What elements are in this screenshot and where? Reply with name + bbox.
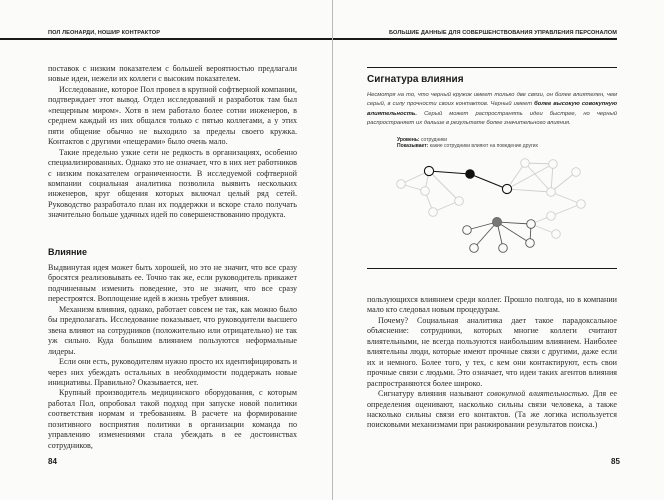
- body-text-top: [48, 64, 297, 221]
- legend-value: сотрудники: [419, 137, 447, 143]
- legend-label: Показывает:: [397, 143, 429, 150]
- legend-label: Уровень:: [397, 137, 420, 143]
- paragraph: Такие предельно узкие сети не редкость в организациях, особенно специализированных. Однако это не означает, что в них нет работников с низким показателем ограниченности. В исследуемой софтверной компании социальная аналитика позволила выявить нескольких инженеров, круг общения которых включал целый ряд сетей. Руководство разработало план их поддержки и вскоре стало получать значительно больше удачных идей по совершенствованию продукта.: [48, 147, 297, 220]
- caption-text: Серый может распространять идеи быстрее, но черный распространяет их дальше в результате более значительного влияния.: [367, 110, 617, 126]
- sidebar-bottom-rule: [367, 268, 617, 269]
- body-text-bottom: [48, 263, 297, 451]
- paragraph-italic-term: совокупной влиятельностью.: [486, 389, 590, 399]
- paragraph: Почему? Социальная аналитика дает такое парадоксальное объяснение: сотрудники, которых многие коллеги считают влиятельными, не всегда пользуются наибольшим влиянием. Наиболее влиятельны люди, которые имеют прочные связи с другими, даже если их и немного. Более того, у тех, с кем они контактируют, есть свои прочные связи с людьми. Это означает, что идеи таких агентов влияния распространяются более широко.: [367, 315, 617, 388]
- page-number: 85: [611, 457, 620, 466]
- paragraph: Крупный производитель медицинского оборудования, с которым работал Пол, опробовал такой подход при запуске новой политики соответствия нормам и требованиям. В расчете на формирование позитивного восприятия политики в организации команда по управлению изменениями стала убеждать в ее достоинствах сотрудников,: [48, 388, 297, 450]
- black-influencer-node: [465, 169, 475, 179]
- paragraph-text: Сигнатуру влияния называют: [378, 389, 487, 399]
- body-text: [367, 295, 617, 431]
- header-rule: [0, 38, 332, 40]
- paragraph: Исследование, которое Пол провел в крупной софтверной компании, подтверждает этот вывод. Отдел исследований и разработок там был «пещерным миром». Хотя в нем работало более сотни инженеров, в среднем каждый из них общался только с пятью коллегами, а у этих пяти общение обычно не выходило за пределы своего кружка. Контактов с другими «пещерами» было очень мало.: [48, 84, 297, 147]
- paragraph: поставок с низким показателем с большей вероятностью предлагали новые идеи, нежели их коллеги с высоким показателем.: [48, 64, 297, 84]
- paragraph: [367, 389, 617, 431]
- page-number: 84: [48, 457, 57, 466]
- legend-value: какие сотрудники влияют на поведение других: [428, 143, 539, 150]
- section-heading-influence: Влияние: [48, 247, 87, 257]
- running-head-title: БОЛЬШИЕ ДАННЫЕ ДЛЯ СОВЕРШЕНСТВОВАНИЯ УПРАВЛЕНИЯ ПЕРСОНАЛОМ: [388, 30, 617, 36]
- paragraph-text: Для ее определения оценивают, насколько сильны связи человека, а также насколько сильны связи его контактов. (Та же логика используется поисковыми механизмами при ранжировании результатов поиска.): [367, 389, 617, 430]
- paragraph: пользующихся влиянием среди коллег. Прошло полгода, но в компании мало кто следовал новым процедурам.: [367, 295, 617, 315]
- paragraph: Выдвинутая идея может быть хорошей, но это не значит, что все сразу бросятся реализовывать ее. Точно так же, если руководитель прикажет подчиненным изменить поведение, это не значит, что все сразу перестроятся. Воплощение идей в жизнь требует влияния.: [48, 263, 297, 304]
- paragraph: Если они есть, руководителям нужно просто их идентифицировать и через них убеждать остальных в необходимости поддержать новые инициативы. Правильно? Оказывается, нет.: [48, 357, 297, 387]
- sidebar-title: Сигнатура влияния: [367, 74, 464, 85]
- right-page: [333, 0, 664, 500]
- caption-text: Несмотря на то, что черный кружок имеет только две связи, он более влиятелен, чем серый, в силу прочности своих контактов. Черный имеет: [367, 92, 617, 108]
- caption-emphasis: более высокую совокупную влиятельность.: [367, 101, 618, 117]
- running-head-authors: ПОЛ ЛЕОНАРДИ, НОШИР КОНТРАКТОР: [48, 30, 161, 36]
- paragraph: Механизм влияния, однако, работает совсем не так, как можно было бы предполагать. Исследование показывает, что руководители высшего звена влияют на сотрудников (положительно или отрицательно) не так уж сильно. Куда большим влиянием пользуются неформальные лидеры.: [48, 304, 297, 356]
- gray-hub-node: [492, 217, 501, 226]
